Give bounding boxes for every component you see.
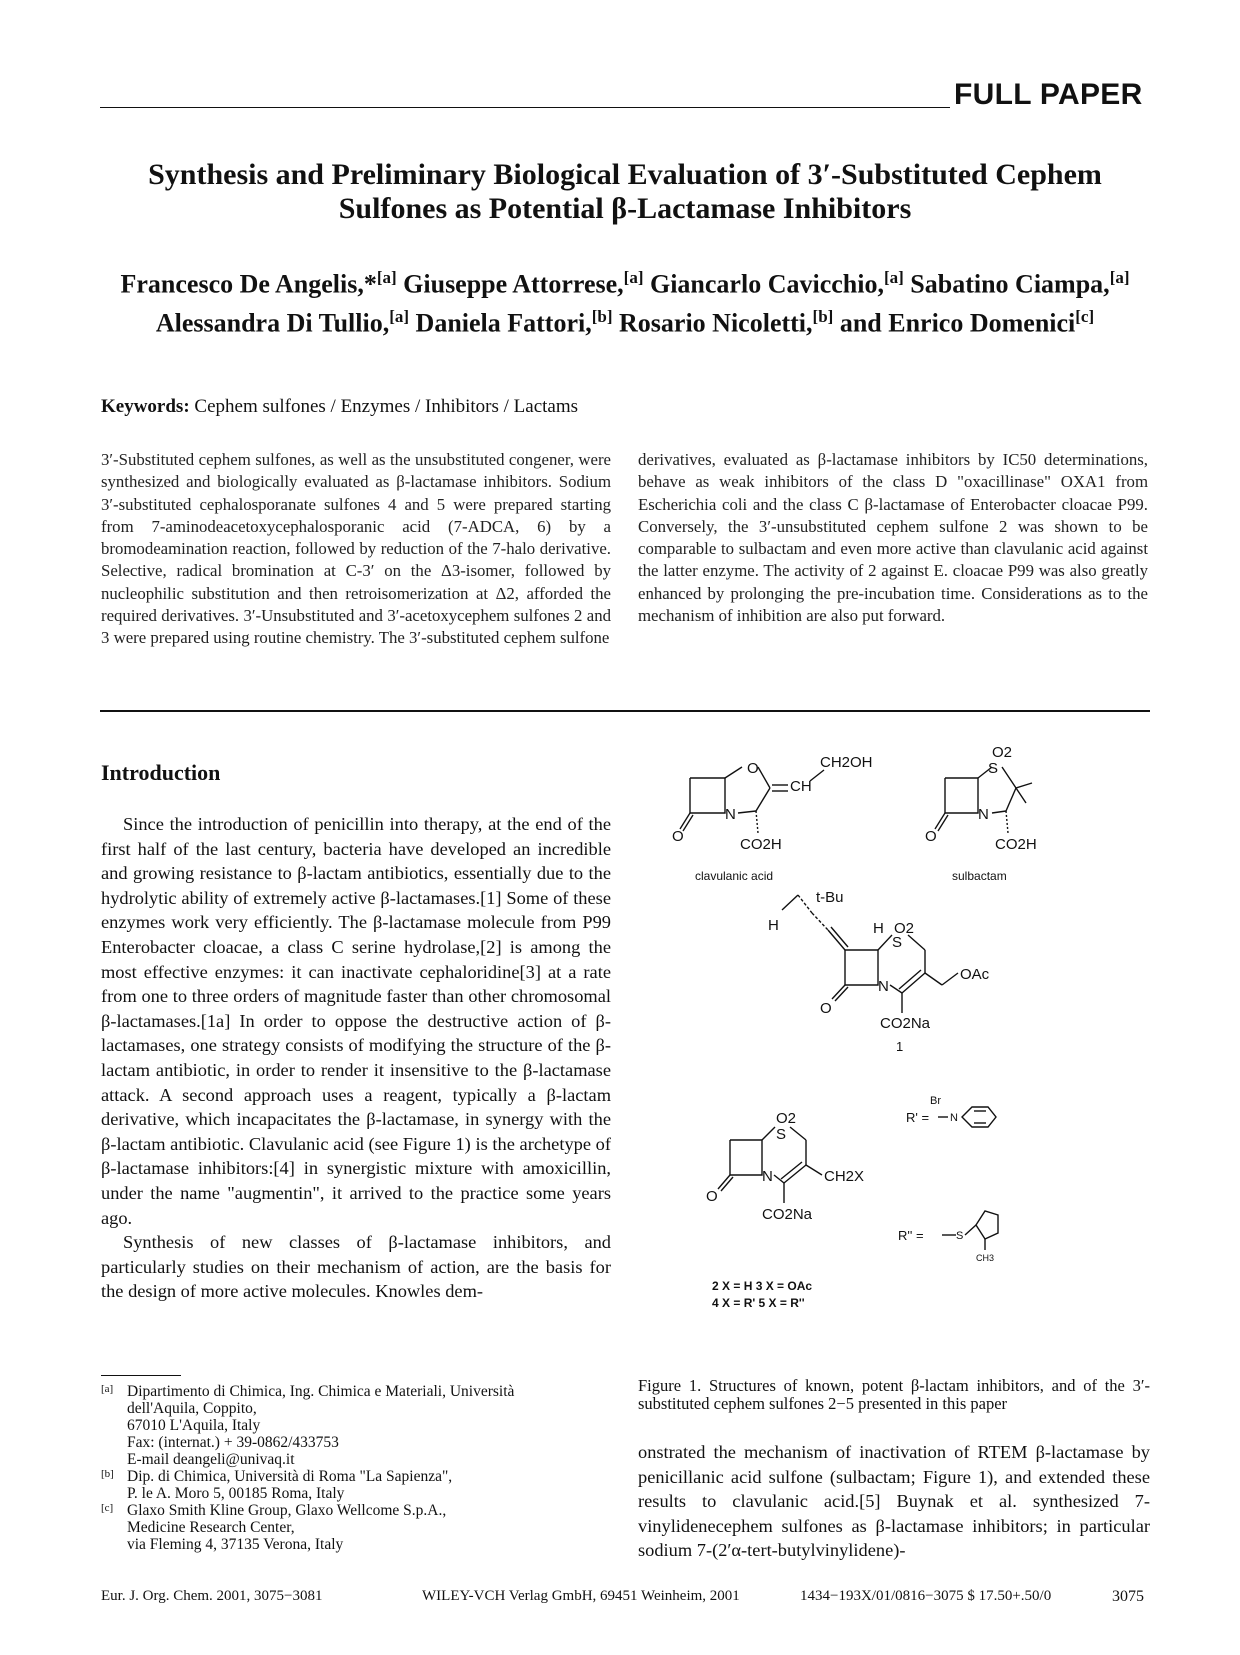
paragraph: Synthesis of new classes of β-lactamase inhibitors, and particularly studies on their mechanism of action, are the basis for the design of more active molecules. Knowles dem- (101, 1232, 611, 1302)
abstract-rule (100, 710, 1150, 712)
author-list (100, 262, 1150, 339)
author-name: and Enrico Domenici (833, 308, 1076, 338)
atom-label: H (768, 917, 779, 934)
atom-label: N (950, 1112, 958, 1124)
pyridinium-substituent (938, 1107, 996, 1127)
footnote-rule (101, 1375, 181, 1376)
atom-label: CO2Na (762, 1206, 813, 1223)
title-line-2: Sulfones as Potential β-Lactamase Inhibitors (338, 192, 912, 225)
clavulanic-acid-label: clavulanic acid (695, 869, 774, 883)
sulbactam-label: sulbactam (952, 869, 1007, 883)
author-name: Alessandra Di Tullio, (155, 308, 390, 338)
atom-label: O2 (894, 920, 915, 937)
keywords (101, 396, 578, 418)
author-name: Rosario Nicoletti, (612, 308, 813, 338)
authors-line-2 (100, 301, 1150, 340)
author-affiliation: [c] (1075, 306, 1095, 326)
paper-title (100, 158, 1150, 226)
footnote-b (101, 1468, 611, 1502)
abstract-right: derivatives, evaluated as β-lactamase inhibitors by IC50 determinations, behave as weak inhibitors of the class D "oxacillinase" OXA1 from Escherichia coli and the class C β-lactamase of Enterobacter cloacae P99. Conversely, the 3′-unsubstituted cephem sulfone 2 was shown to be comparable to sulbactam and even more active than clavulanic acid against the latter enzyme. The activity of 2 against E. cloacae P99 was also greatly enhanced by prolonging the pre-incubation time. Considerations as to the mechanism of inhibition are also put forward. (638, 450, 1148, 626)
author-name: Sabatino Ciampa, (903, 269, 1110, 299)
author-affiliation: [b] (812, 306, 834, 326)
footnote-key: [a] (101, 1383, 114, 1395)
footnote-c (101, 1502, 611, 1553)
title-line-1: Synthesis and Preliminary Biological Evaluation of 3′-Substituted Cephem (148, 158, 1102, 191)
author-affiliation: [a] (883, 268, 904, 287)
r-prime-label: R' = (906, 1110, 930, 1125)
keywords-label: Keywords: (101, 396, 190, 417)
paragraph: Since the introduction of penicillin into therapy, at the end of the first half of the last century, bacteria have developed an incredible and growing resistance to β-lactam antibiotics, essentially due to the hydrolytic ability of extremely active β-lactamases.[1] Some of these enzymes work very efficiently. The β-lactamase molecule from P99 Enterobacter cloacae, a class C serine hydrolase,[2] is among the most effective enzymes: it can inactivate cephaloridine[3] at a rate from one to three orders of magnitude faster than other chromosomal β-lactamases.[1a] In order to oppose the destructive action of β-lactamases, one strategy consists of modifying the structure of the β-lactam antibiotic, in order to render it insensitive to the β-lactamase attack. A second approach uses a reagent, typically a β-lactam derivative, which incapacitates the β-lactamase, in synergy with the β-lactam antibiotic. Clavulanic acid (see Figure 1) is the archetype of β-lactamase inhibitors:[4] in synergistic mixture with amoxicillin, under the name "augmentin", it arrived to the practice some years ago. (101, 814, 611, 1228)
page-number: 3075 (1112, 1588, 1144, 1605)
footer-code: 1434−193X/01/0816−3075 $ 17.50+.50/0 (800, 1588, 1052, 1604)
atom-label: N (978, 806, 989, 823)
author-name: Giuseppe Attorrese, (396, 269, 624, 299)
author-affiliation: [a] (1109, 268, 1130, 287)
sulbactam-structure (935, 767, 1032, 833)
compound-number: 1 (896, 1039, 904, 1054)
atom-label: CO2H (995, 836, 1037, 853)
footnote-line: via Fleming 4, 37135 Verona, Italy (127, 1536, 344, 1553)
footnote-line: Dip. di Chimica, Università di Roma "La Sapienza", (127, 1468, 453, 1485)
introduction-text (101, 812, 611, 1304)
atom-label: O (672, 828, 684, 845)
header-rule (100, 107, 950, 108)
footnote-line: Medicine Research Center, (127, 1519, 295, 1536)
footnote-line: Glaxo Smith Kline Group, Glaxo Wellcome S.p.A., (127, 1502, 447, 1519)
atom-label: S (892, 934, 903, 951)
r-double-prime-label: R'' = (898, 1228, 924, 1243)
footnote-key: [b] (101, 1468, 114, 1480)
footnote-line: Fax: (internat.) + 39-0862/433753 (127, 1434, 339, 1451)
keywords-value: Cephem sulfones / Enzymes / Inhibitors / Lactams (194, 396, 579, 417)
cephem-sulfone-structure (718, 1127, 822, 1203)
atom-label: S (988, 760, 999, 777)
footer-journal: Eur. J. Org. Chem. 2001, 3075−3081 (101, 1588, 323, 1604)
footnote-line: P. le A. Moro 5, 00185 Roma, Italy (127, 1485, 345, 1502)
author-name: Daniela Fattori, (409, 308, 592, 338)
atom-label: CH2OH (820, 754, 873, 771)
footnote-a (101, 1383, 611, 1468)
atom-label: t-Bu (816, 889, 844, 906)
atom-label: N (878, 978, 889, 995)
atom-label: CH2X (824, 1168, 865, 1185)
introduction-continued: onstrated the mechanism of inactivation of RTEM β-lactamase by penicillanic acid sulfone (sulbactam; Figure 1), and extended these results to clavulanic acid.[5] Buynak et al. synthesized 7-vinylidenecephem sulfones as β-lactamase inhibitors; in particular sodium 7-(2′α-tert-butylvinylidene)- (638, 1442, 1150, 1561)
atom-label: N (762, 1168, 773, 1185)
author-affiliation: [a] (623, 268, 644, 287)
author-affiliation: [b] (591, 306, 613, 326)
atom-label: O (706, 1188, 718, 1205)
abstract-left: 3′-Substituted cephem sulfones, as well as the unsubstituted congener, were synthesized and biologically evaluated as β-lactamase inhibitors. Sodium 3′-substituted cephalosporanate sulfones 4 and 5 were prepared starting from 7-aminodeacetoxycephalosporanic acid (7-ADCA, 6) by a bromodeamination reaction, followed by reduction of the 7-halo derivative. Selective, radical bromination at C-3′ on the Δ3-isomer, followed by nucleophilic substitution and then retroisomerization at Δ2, afforded the required derivatives. 3′-Unsubstituted and 3′-acetoxycephem sulfones 2 and 3 were prepared using routine chemistry. The 3′-substituted cephem sulfone (101, 450, 611, 648)
atom-label: O2 (992, 744, 1013, 761)
footnote-line: 67010 L'Aquila, Italy (127, 1417, 261, 1434)
compound-1-structure (782, 895, 958, 1013)
footnote-key: [c] (101, 1502, 114, 1514)
atom-label: CO2Na (880, 1015, 931, 1032)
figure-caption: Figure 1. Structures of known, potent β-lactam inhibitors, and of the 3′-substituted cephem sulfones 2−5 presented in this paper (638, 1376, 1150, 1413)
author-affiliation: [a] (389, 306, 410, 326)
atom-label: CH (790, 778, 812, 795)
compound-legend: 2 X = H 3 X = OAc (712, 1279, 813, 1293)
atom-label: H (873, 920, 884, 937)
affiliations (101, 1383, 611, 1553)
author-affiliation: [a] (376, 268, 397, 287)
footnote-email: E-mail deangeli@univaq.it (127, 1451, 295, 1468)
atom-label: O (925, 828, 937, 845)
author-name: Francesco De Angelis,* (120, 269, 377, 299)
authors-line-1 (100, 262, 1150, 301)
footer-publisher: WILEY-VCH Verlag GmbH, 69451 Weinheim, 2001 (422, 1588, 740, 1604)
footnote-line: dell'Aquila, Coppito, (127, 1400, 257, 1417)
figure-1-structures (672, 744, 1150, 1325)
atom-label: S (776, 1126, 787, 1143)
compound-legend: 4 X = R' 5 X = R'' (712, 1296, 805, 1310)
section-label: FULL PAPER (954, 78, 1143, 111)
tetrazole-substituent (942, 1211, 998, 1250)
atom-label: O2 (776, 1110, 797, 1127)
footnote-line: Dipartimento di Chimica, Ing. Chimica e Materiali, Università (127, 1383, 515, 1400)
atom-label: CO2H (740, 836, 782, 853)
author-name: Giancarlo Cavicchio, (643, 269, 884, 299)
atom-label: O (820, 1000, 832, 1017)
atom-label: OAc (960, 966, 990, 983)
atom-label: N (725, 806, 736, 823)
atom-label: O (747, 760, 759, 777)
atom-label: S (956, 1230, 964, 1242)
atom-label: CH3 (976, 1253, 995, 1263)
atom-label: Br (930, 1095, 941, 1107)
introduction-heading: Introduction (101, 760, 221, 785)
